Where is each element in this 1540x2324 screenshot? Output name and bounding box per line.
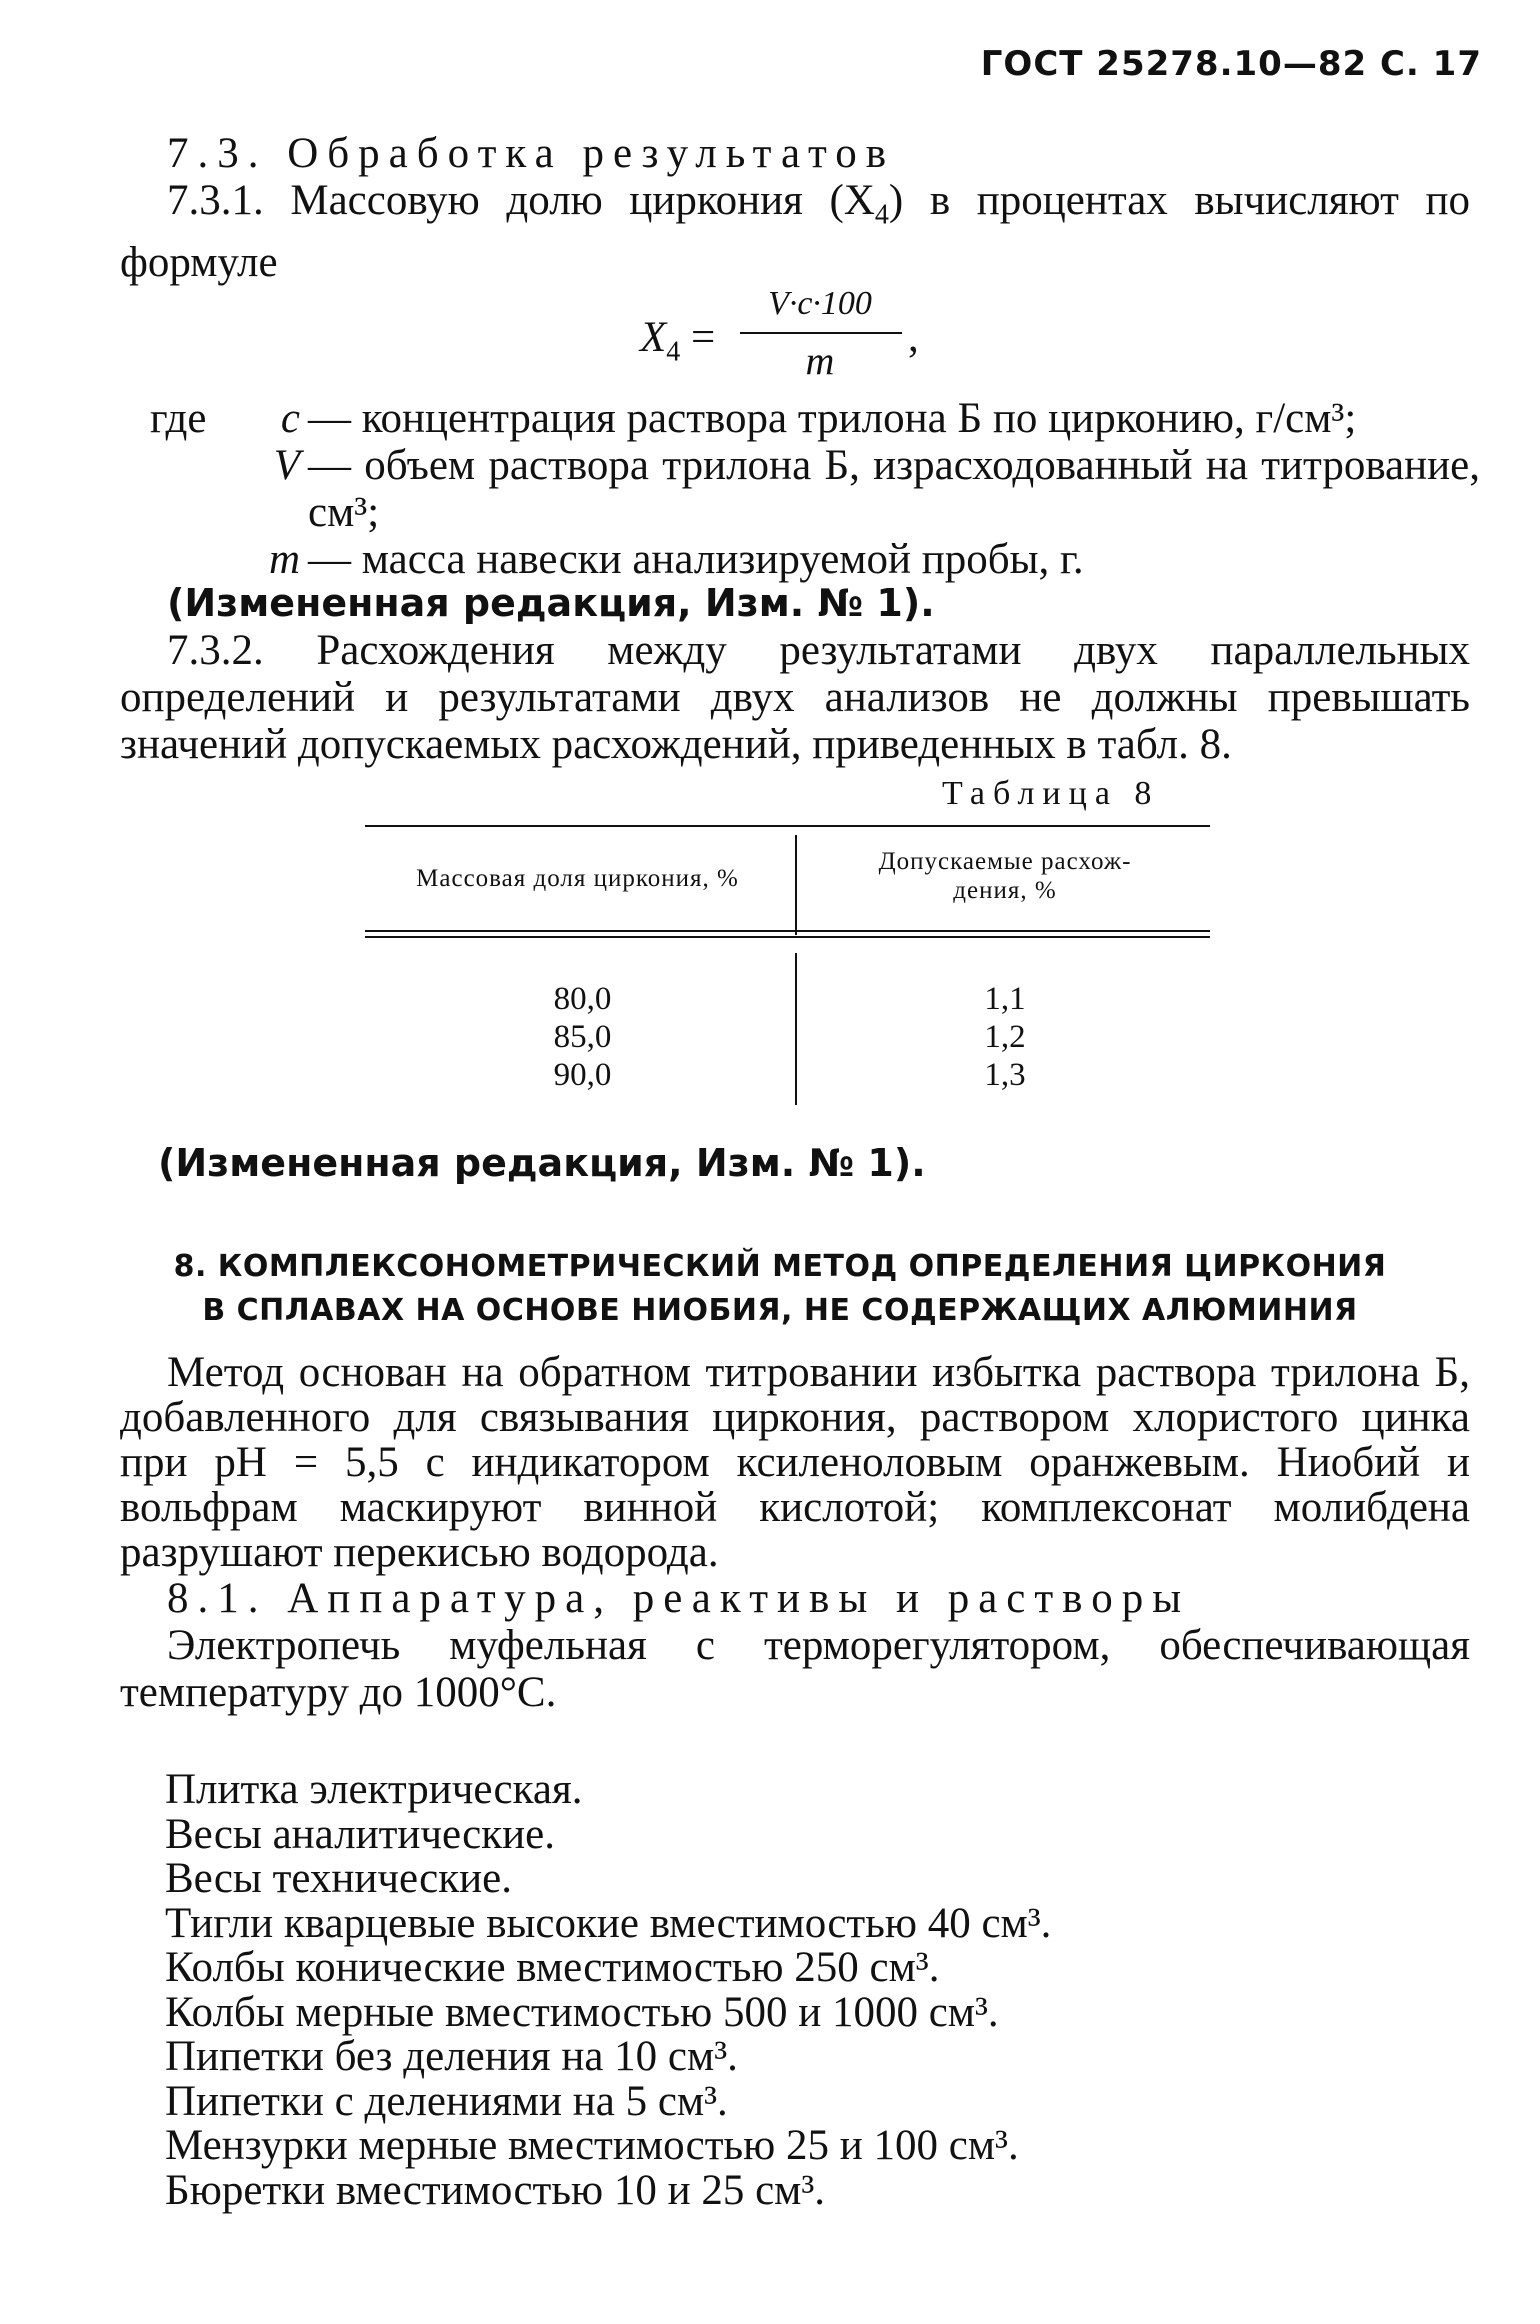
formula-lhs-sub: 4 [666, 336, 681, 368]
section-8-heading-line1: 8. КОМПЛЕКСОНОМЕТРИЧЕСКИЙ МЕТОД ОПРЕДЕЛЕНИЯ ЦИРКОНИЯ [173, 1249, 1387, 1284]
paragraph-7-3-2: 7.3.2. Расхождения между результатами двух параллельных определений и результатами двух анализов не должны превышать значений допускаемых расхождений, приведенных в табл. 8. [120, 627, 1470, 768]
definition-lead: где [150, 395, 207, 442]
section-7-3-title: 7.3. Обработка результатов [167, 130, 895, 177]
table-cell: 1,3 [984, 1057, 1026, 1093]
formula-lhs: X [640, 314, 667, 361]
definition-row [150, 536, 1480, 583]
amendment-note-1: (Измененная редакция, Изм. № 1). [167, 581, 935, 625]
list-item: Тигли кварцевые высокие вместимостью 40 см³. [165, 1899, 1052, 1947]
definition-text: — объем раствора трилона Б, израсходованный на титрование, см³; [308, 442, 1480, 536]
formula-denominator: m [805, 338, 835, 383]
table-column-mass-fraction [365, 980, 800, 1094]
table-header-rule-double [365, 936, 1210, 938]
table-cell: 90,0 [553, 1057, 612, 1093]
table-title: Таблица 8 [942, 775, 1160, 812]
section-8-heading-line2: В СПЛАВАХ НА ОСНОВЕ НИОБИЯ, НЕ СОДЕРЖАЩИХ АЛЮМИНИЯ [202, 1293, 1358, 1328]
furnace-paragraph: Электропечь муфельная с терморегулятором, обеспечивающая температуру до 1000°С. [120, 1622, 1470, 1716]
list-item: Колбы конические вместимостью 250 см³. [165, 1944, 940, 1991]
definition-text: — концентрация раствора трилона Б по цирконию, г/см³; [308, 395, 1357, 442]
definition-row [150, 395, 1480, 442]
definition-lead [150, 536, 220, 583]
section-8-heading [130, 1245, 1430, 1333]
fraction-bar [740, 332, 902, 334]
table-header-rule [365, 930, 1210, 932]
table-cell: 80,0 [553, 981, 612, 1017]
table-header-divider [795, 835, 797, 935]
list-item: Плитка электрическая. [165, 1766, 583, 1813]
table-header-mass-fraction: Массовая доля циркония, % [416, 865, 739, 892]
table-column-tolerance [805, 980, 1205, 1094]
list-item: Колбы мерные вместимостью 500 и 1000 см³. [165, 1988, 999, 2036]
table-header-tolerance-line2: дения, % [953, 877, 1057, 904]
definition-symbol: c [280, 395, 300, 442]
definition-lead [150, 442, 220, 536]
list-item: Весы технические. [165, 1855, 513, 1902]
table-8 [365, 825, 1210, 1105]
amendment-note-2: (Измененная редакция, Изм. № 1). [158, 1141, 926, 1185]
list-item: Пипетки с делениями на 5 см³. [165, 2077, 728, 2125]
formula-equals: = [680, 314, 716, 361]
formula-comma: , [908, 314, 919, 361]
table-top-rule [365, 825, 1210, 827]
paragraph-7-3-1: 7.3.1. Массовую долю циркония $(X_4)$ в процентах вычисляют по формуле [120, 177, 1470, 286]
formula-numerator: V·c·100 [768, 285, 872, 322]
definition-symbol: V [273, 442, 300, 489]
definition-symbol: m [268, 536, 300, 583]
formula-definitions [150, 395, 1480, 583]
table-header-tolerance [805, 847, 1205, 905]
list-item: Мензурки мерные вместимостью 25 и 100 см³. [165, 2122, 1019, 2169]
equipment-list [165, 1768, 1465, 2213]
list-item: Пипетки без деления на 10 см³. [165, 2033, 738, 2080]
definition-row [150, 442, 1480, 536]
method-paragraph: Метод основан на обратном титровании избытка раствора трилона Б, добавленного для связывания циркония, раствором хлористого цинка при pH = 5,5 с индикатором ксиленоловым оранжевым. Ниобий и вольфрам маскируют винной кислотой; комплексонат молибдена разрушают перекисью водорода. [120, 1349, 1470, 1576]
list-item: Весы аналитические. [165, 1810, 556, 1858]
list-item: Бюретки вместимостью 10 и 25 см³. [165, 2166, 826, 2214]
section-8-1-title: 8.1. Аппаратура, реактивы и растворы [167, 1575, 1191, 1622]
table-cell: 85,0 [553, 1019, 612, 1055]
definition-text: — масса навески анализируемой пробы, г. [308, 536, 1084, 583]
table-cell: 1,2 [984, 1019, 1026, 1055]
table-cell: 1,1 [984, 981, 1026, 1017]
page-header: ГОСТ 25278.10—82 С. 17 [980, 44, 1482, 84]
table-header-tolerance-line1: Допускаемые расхож- [878, 848, 1132, 875]
